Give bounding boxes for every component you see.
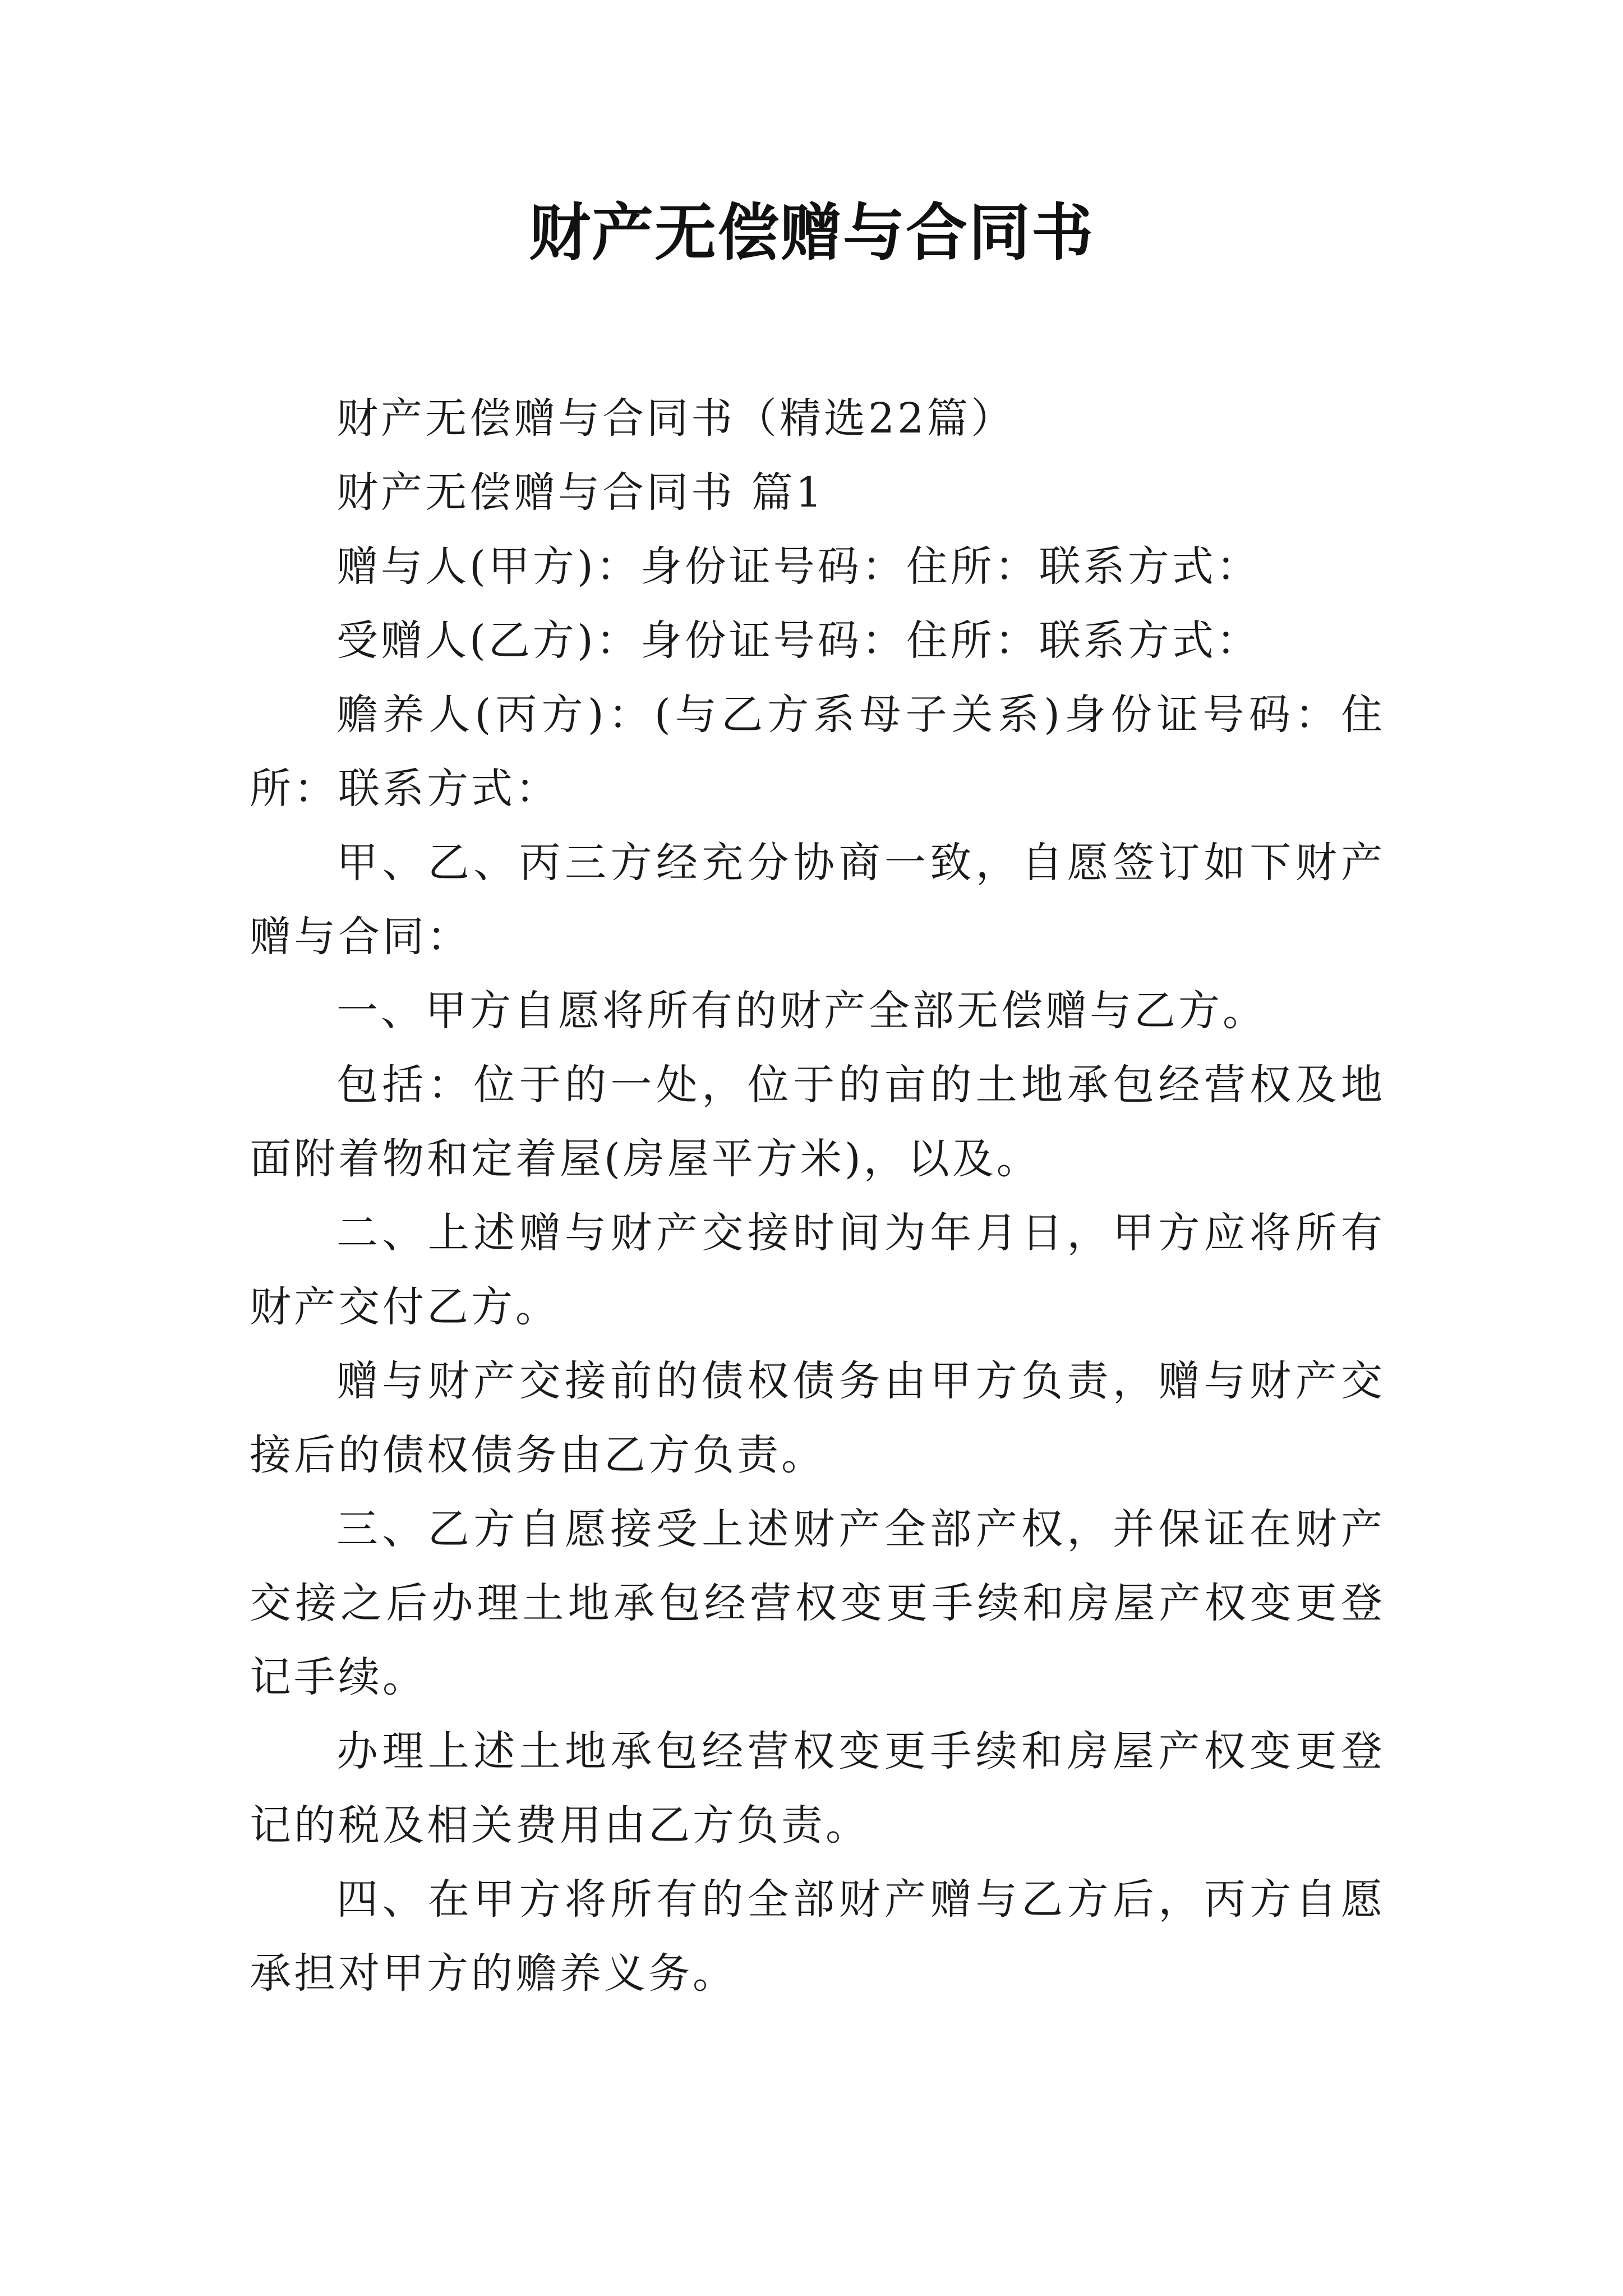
paragraph-clause-3-detail: 办理上述土地承包经营权变更手续和房屋产权变更登记的税及相关费用由乙方负责。 xyxy=(250,1727,1385,1849)
paragraph-clause-1: 一、甲方自愿将所有的财产全部无偿赠与乙方。 xyxy=(336,987,1267,1035)
paragraph-subtitle: 财产无偿赠与合同书（精选22篇） xyxy=(336,394,1016,443)
paragraph-donee: 受赠人(乙方)：身份证号码：住所：联系方式： xyxy=(336,616,1261,665)
paragraph-donor: 赠与人(甲方)：身份证号码：住所：联系方式： xyxy=(336,542,1261,591)
paragraph-supporter: 赡养人(丙方)：(与乙方系母子关系)身份证号码：住所：联系方式： xyxy=(250,691,1385,813)
document-body xyxy=(250,381,1385,2010)
paragraph-agreement: 甲、乙、丙三方经充分协商一致，自愿签订如下财产赠与合同： xyxy=(250,839,1385,961)
paragraph-clause-3: 三、乙方自愿接受上述财产全部产权，并保证在财产交接之后办理土地承包经营权变更手续和房屋产权变更登记手续。 xyxy=(250,1505,1385,1701)
paragraph-clause-2-detail: 赠与财产交接前的债权债务由甲方负责，赠与财产交接后的债权债务由乙方负责。 xyxy=(250,1357,1385,1479)
paragraph-clause-4: 四、在甲方将所有的全部财产赠与乙方后，丙方自愿承担对甲方的赡养义务。 xyxy=(250,1875,1385,1998)
paragraph-clause-2: 二、上述赠与财产交接时间为年月日，甲方应将所有财产交付乙方。 xyxy=(250,1209,1385,1331)
document-title: 财产无偿赠与合同书 xyxy=(529,197,1094,269)
paragraph-clause-1-detail: 包括：位于的一处，位于的亩的土地承包经营权及地面附着物和定着屋(房屋平方米)，以及。 xyxy=(250,1061,1385,1183)
paragraph-section-heading: 财产无偿赠与合同书 篇1 xyxy=(336,468,825,517)
